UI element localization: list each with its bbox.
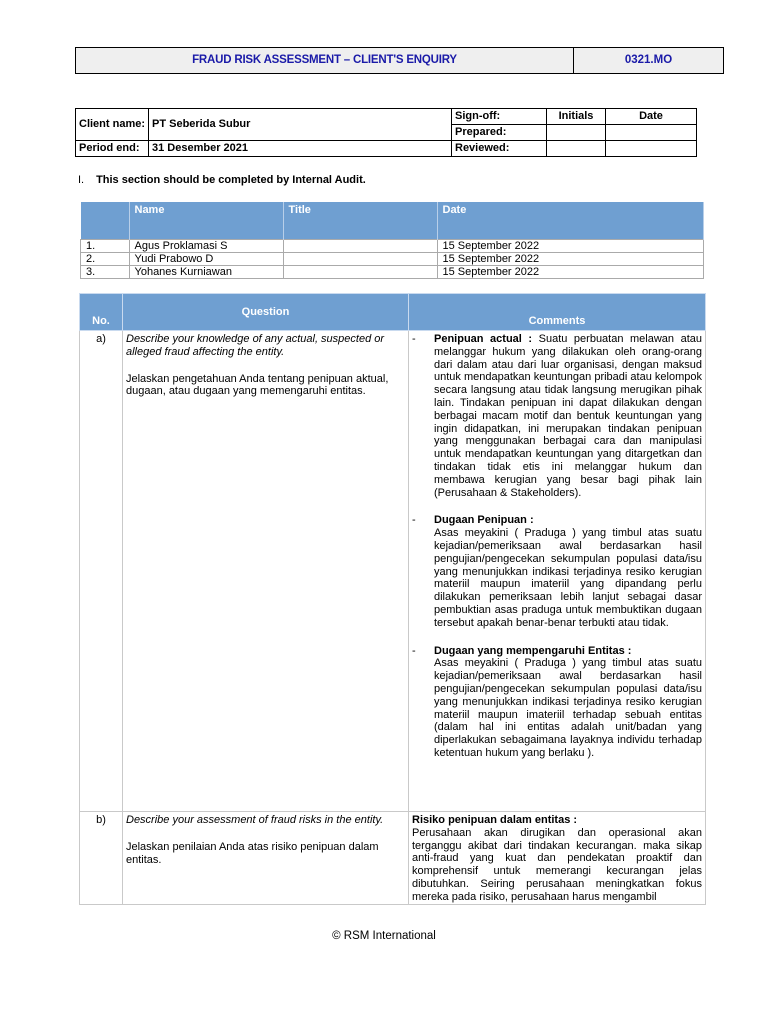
comment-item-text: Suatu perbuatan melawan atau melanggar hukum yang dilakukan oleh orang-orang dari dalam atau dari luar organisasi, dengan maksud untuk mendapatkan keuntungan pribadi atau kelompok secara langsung atau tidak langsung merugikan pihak lain. Tindakan penipuan ini dapat dilakukan dengan berbagai macam motif dan bentuk keuntungan yang ingin didapatkan, ini merupakan tindakan penipuan yang menggunakan berbagai cara dan manipulasi untuk mendapatkan keuntungan yang ditargetkan dan tindakan tidak etis ini melanggar hukum dan membawa kerugian yang besar bagi pihak lain (Perusahaan & Stakeholders). — [434, 333, 702, 499]
auditor-name: Yohanes Kurniawan — [129, 266, 283, 279]
comment-title: Risiko penipuan dalam entitas : — [412, 814, 578, 826]
table-row — [80, 331, 706, 812]
table-row — [81, 240, 704, 253]
row-number: 3. — [81, 266, 130, 279]
bullet-dash: - — [412, 514, 416, 527]
comment-item — [412, 333, 702, 499]
question-number: b) — [80, 812, 123, 905]
row-number: 1. — [81, 240, 130, 253]
prepared-date-cell — [606, 125, 697, 141]
signoff-label: Sign-off: — [452, 109, 547, 125]
initials-header: Initials — [547, 109, 606, 125]
auditor-date: 15 September 2022 — [437, 240, 704, 253]
section-heading — [78, 174, 366, 186]
q-no-header: No. — [80, 294, 123, 331]
date-header: Date — [606, 109, 697, 125]
reviewed-label: Reviewed: — [452, 141, 547, 157]
question-indonesian: Jelaskan penilaian Anda atas risiko penipuan dalam entitas. — [126, 840, 379, 866]
comment-item — [412, 645, 702, 760]
client-info-table — [75, 108, 697, 157]
prepared-initials-cell — [547, 125, 606, 141]
comment-item-title: Dugaan Penipuan : — [434, 514, 534, 527]
table-row — [81, 253, 704, 266]
names-no-header — [81, 202, 130, 240]
auditor-name: Yudi Prabowo D — [129, 253, 283, 266]
section-number: I. — [78, 174, 85, 186]
prepared-label: Prepared: — [452, 125, 547, 141]
client-value: PT Seberida Subur — [149, 109, 452, 141]
bullet-dash: - — [412, 644, 416, 657]
names-date-header: Date — [437, 202, 704, 240]
auditor-date: 15 September 2022 — [437, 266, 704, 279]
reviewed-date-cell — [606, 141, 697, 157]
period-label: Period end: — [76, 141, 149, 157]
table-row — [81, 266, 704, 279]
bullet-dash: - — [412, 333, 416, 345]
q-question-header: Question — [123, 294, 409, 331]
comment-item-title: Dugaan yang mempengaruhi Entitas : — [434, 644, 632, 657]
auditor-title — [283, 266, 437, 279]
question-indonesian: Jelaskan pengetahuan Anda tentang penipuan aktual, dugaan, atau dugaan yang memengaruhi entitas. — [126, 372, 389, 398]
names-title-header: Title — [283, 202, 437, 240]
question-english: Describe your knowledge of any actual, suspected or alleged fraud affecting the entity. — [126, 333, 385, 358]
q-comments-header: Comments — [409, 294, 706, 331]
question-english: Describe your assessment of fraud risks in the entity. — [126, 814, 384, 826]
header-bar — [75, 47, 724, 74]
question-cell — [123, 331, 409, 812]
auditor-names-table — [80, 202, 704, 279]
question-table — [79, 293, 706, 905]
document-title: FRAUD RISK ASSESSMENT – CLIENT'S ENQUIRY — [76, 48, 574, 73]
reviewed-initials-cell — [547, 141, 606, 157]
question-number: a) — [80, 331, 123, 812]
document-code: 0321.MO — [624, 54, 673, 66]
comment-item-text: Asas meyakini ( Praduga ) yang timbul atas suatu kejadian/pemeriksaan awal berdasarkan hasil pengujian/pengecekan sekumpulan populasi data/isu yang menunjukkan indikasi terjadinya resiko kerugian materiil maupun imateriil terhadap sebuah entitas (dalam hal ini entitas adalah unit/badan yang diperlakukan sebagaimana layaknya individu terhadap ketentuan hukum yang berlaku ). — [434, 657, 702, 759]
footer-copyright: © RSM International — [332, 930, 436, 942]
comment-text: Perusahaan akan dirugikan dan operasional akan terganggu akibat dari tindakan kecurangan. maka sikap anti-fraud yang kuat dan pendekatan proaktif dan komprehensif untuk memerangi kecurangan jelas dibutuhkan. Seiring perusahaan meningkatkan fokus mereka pada risiko, perusahaan harus mengambil — [412, 826, 702, 903]
comment-item-text: Asas meyakini ( Praduga ) yang timbul atas suatu kejadian/pemeriksaan awal berdasarkan hasil pengujian/pengecekan sekumpulan populasi data/isu yang menunjukkan indikasi terjadinya resiko kerugian materiil maupun imateriil yang dipandang perlu dilakukan pemeriksaan lebih lanjut sebagai dasar pembuktian asas praduga untuk membuktikan dugaan tersebut apakah benar-benar terbukti atau tidak. — [434, 527, 702, 629]
comment-item-title: Penipuan actual : — [434, 333, 533, 345]
period-value: 31 Desember 2021 — [149, 141, 452, 157]
auditor-title — [283, 253, 437, 266]
comment-cell — [409, 331, 706, 812]
comment-item — [412, 514, 702, 629]
auditor-name: Agus Proklamasi S — [129, 240, 283, 253]
client-label: Client name: — [76, 109, 149, 141]
names-name-header: Name — [129, 202, 283, 240]
row-number: 2. — [81, 253, 130, 266]
auditor-title — [283, 240, 437, 253]
auditor-date: 15 September 2022 — [437, 253, 704, 266]
comment-cell — [409, 812, 706, 905]
question-cell — [123, 812, 409, 905]
table-row — [80, 812, 706, 905]
section-text: This section should be completed by Internal Audit. — [96, 174, 366, 186]
